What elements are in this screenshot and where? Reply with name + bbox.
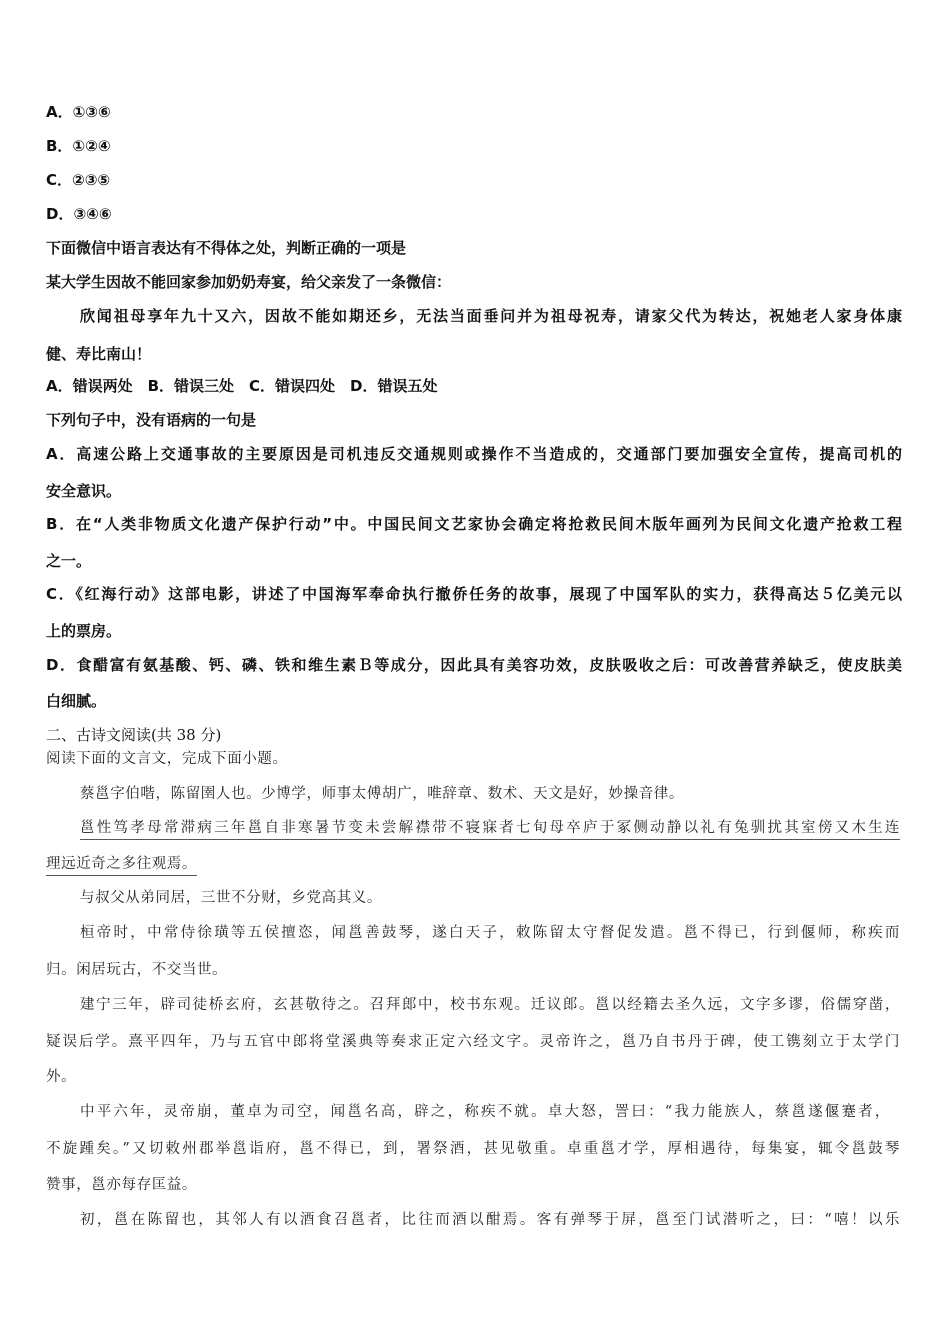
passage-paragraph-underlined: 邕性笃孝母常滞病三年邕自非寒暑节变未尝解襟带不寝寐者七旬母卒庐于冢侧动静以礼有兔驯扰其室傍又木生连	[80, 818, 900, 840]
passage-paragraph: 建宁三年，辟司徒桥玄府，玄甚敬待之。召拜郎中，校书东观。迁议郎。邕以经籍去圣久远，文字多谬，俗儒穿凿，	[80, 997, 900, 1013]
option-a-text: 安全意识。	[46, 482, 122, 500]
answer-options: A．错误两处 B．错误三处 C．错误四处 D．错误五处	[46, 377, 438, 395]
wechat-message-line: 欣闻祖母享年九十又六，因故不能如期还乡，无法当面垂问并为祖母祝寿，请家父代为转达，祝她老人家身体康	[80, 307, 902, 325]
wechat-message-line: 健、寿比南山！	[46, 345, 152, 363]
passage-paragraph: 外。	[46, 1069, 77, 1085]
question-stem: 下列句子中，没有语病的一句是	[46, 411, 257, 429]
passage-paragraph-underlined: 理远近奇之多往观焉。	[46, 854, 197, 876]
option-a: A．①③⑥	[46, 103, 111, 121]
option-c-text: 上的票房。	[46, 622, 122, 640]
option-d-text: D．食醋富有氨基酸、钙、磷、铁和维生素Ｂ等成分，因此具有美容功效，皮肤吸收之后：可改善营养缺乏，使皮肤美	[46, 656, 902, 674]
section-instruction: 阅读下面的文言文，完成下面小题。	[46, 751, 288, 767]
passage-paragraph: 不旋踵矣。”又切敕州郡举邕诣府，邕不得已，到，署祭酒，甚见敬重。卓重邕才学，厚相遇待，每集宴，辄令邕鼓琴	[46, 1141, 900, 1157]
option-c: C．②③⑤	[46, 171, 111, 189]
option-a-text: A．高速公路上交通事故的主要原因是司机违反交通规则或操作不当造成的，交通部门要加强安全宣传，提高司机的	[46, 445, 902, 463]
passage-paragraph: 蔡邕字伯喈，陈留圉人也。少博学，师事太傅胡广，唯辞章、数术、天文是好，妙操音律。	[80, 786, 684, 802]
passage-paragraph: 中平六年，灵帝崩，董卓为司空，闻邕名高，辟之，称疾不就。卓大怒，詈曰：“我力能族人，蔡邕遂偃蹇者，	[80, 1104, 890, 1120]
option-d: D．③④⑥	[46, 205, 112, 223]
passage-paragraph: 归。闲居玩古，不交当世。	[46, 962, 228, 978]
option-c-text: C．《红海行动》这部电影，讲述了中国海军奉命执行撤侨任务的故事，展现了中国军队的实力，获得高达５亿美元以	[46, 585, 902, 603]
option-b-text: 之一。	[46, 552, 92, 570]
passage-paragraph: 疑误后学。熹平四年，乃与五官中郎将堂溪典等奏求正定六经文字。灵帝许之，邕乃自书丹于碑，使工镌刻立于太学门	[46, 1034, 900, 1050]
option-d-text: 白细腻。	[46, 692, 107, 710]
section-title: 二、古诗文阅读(共 38 分)	[46, 726, 222, 744]
option-b-text: B．在“人类非物质文化遗产保护行动”中。中国民间文艺家协会确定将抢救民间木版年画列为民间文化遗产抢救工程	[46, 515, 902, 533]
question-context: 某大学生因故不能回家参加奶奶寿宴，给父亲发了一条微信：	[46, 273, 452, 291]
passage-paragraph: 与叔父从弟同居，三世不分财，乡党高其义。	[80, 890, 382, 906]
passage-paragraph: 初，邕在陈留也，其邻人有以酒食召邕者，比往而酒以酣焉。客有弹琴于屏，邕至门试潜听之，曰：“嘻！以乐	[80, 1212, 900, 1228]
question-stem: 下面微信中语言表达有不得体之处，判断正确的一项是	[46, 239, 407, 257]
passage-paragraph: 桓帝时，中常侍徐璜等五侯擅恣，闻邕善鼓琴，遂白天子，敕陈留太守督促发遣。邕不得已，行到偃师，称疾而	[80, 925, 900, 941]
passage-paragraph: 赞事，邕亦每存匡益。	[46, 1177, 197, 1193]
option-b: B．①②④	[46, 137, 111, 155]
